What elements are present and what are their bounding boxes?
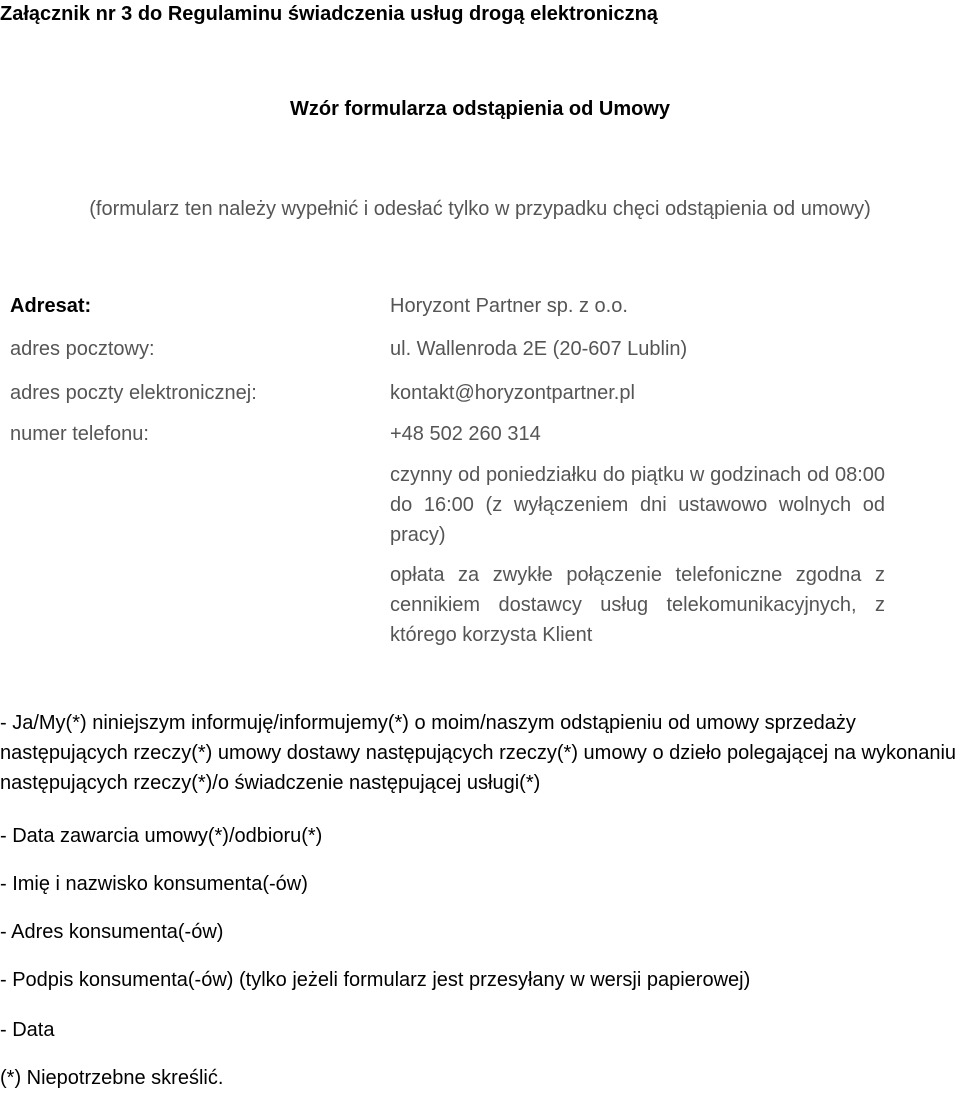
phone-value: +48 502 260 314 xyxy=(390,423,541,445)
consumer-name-item: - Imię i nazwisko konsumenta(-ów) xyxy=(0,873,308,895)
form-title: Wzór formularza odstąpienia od Umowy xyxy=(289,98,671,120)
addressee-label: Adresat: xyxy=(10,295,92,317)
footnote: (*) Niepotrzebne skreślić. xyxy=(0,1067,224,1089)
date-item: - Data xyxy=(0,1019,55,1041)
postal-address-value: ul. Wallenroda 2E (20-607 Lublin) xyxy=(390,338,688,360)
withdrawal-declaration: - Ja/My(*) niniejszym informuję/informujemy(*) o moim/naszym odstąpieniu od umowy sprzedaży następujących rzeczy(*) umowy dostawy następujących rzeczy(*) umowy o dzieło polegającej na wykonaniu następujących rzeczy(*)/o świadczenie następującej usługi(*) xyxy=(0,712,957,794)
consumer-signature-item: - Podpis konsumenta(-ów) (tylko jeżeli formularz jest przesyłany w wersji papierowej) xyxy=(0,969,751,991)
phone-cost-note: opłata za zwykłe połączenie telefoniczne zgodna z cennikiem dostawcy usług telekomunikacyjnych, z którego korzysta Klient xyxy=(390,564,885,646)
email-value: kontakt@horyzontpartner.pl xyxy=(390,382,635,404)
postal-address-label: adres pocztowy: xyxy=(10,338,155,360)
email-label: adres poczty elektronicznej: xyxy=(10,382,257,404)
company-name: Horyzont Partner sp. z o.o. xyxy=(390,295,628,317)
consumer-address-item: - Adres konsumenta(-ów) xyxy=(0,921,224,943)
contract-date-item: - Data zawarcia umowy(*)/odbioru(*) xyxy=(0,825,323,847)
phone-label: numer telefonu: xyxy=(10,423,149,445)
form-subtitle: (formularz ten należy wypełnić i odesłać tylko w przypadku chęci odstąpienia od umowy) xyxy=(89,198,871,220)
document-heading: Załącznik nr 3 do Regulaminu świadczenia usług drogą elektroniczną xyxy=(0,3,658,25)
phone-hours-note: czynny od poniedziałku do piątku w godzinach od 08:00 do 16:00 (z wyłączeniem dni ustawowo wolnych od pracy) xyxy=(390,464,885,546)
